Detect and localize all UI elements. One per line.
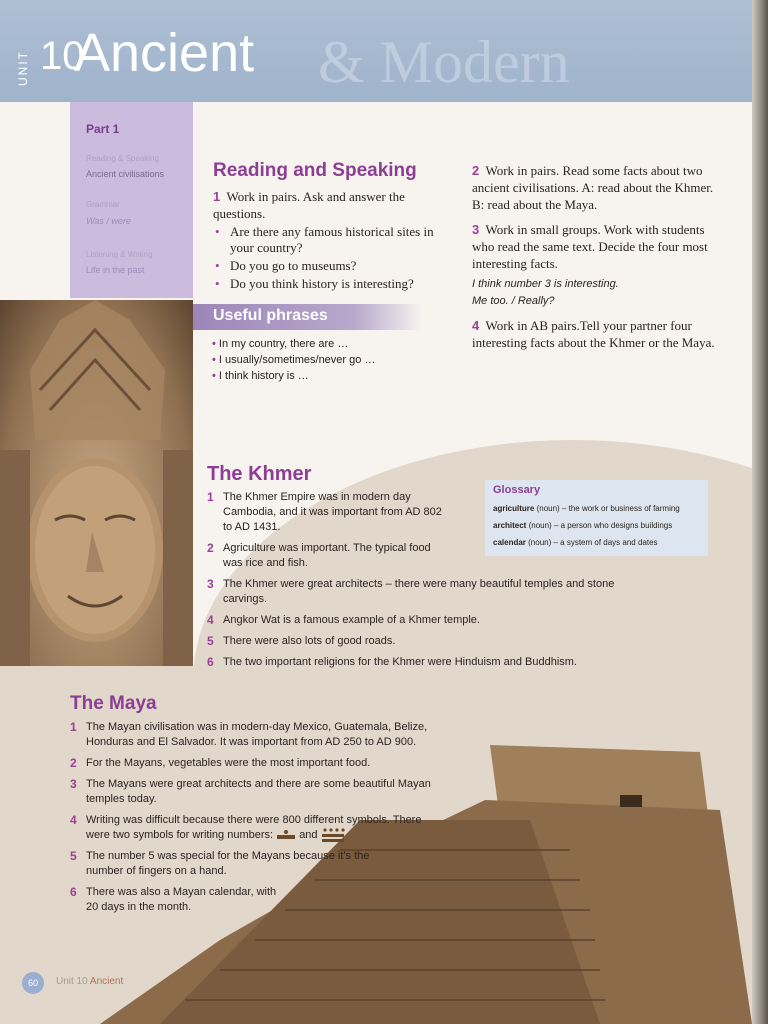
question-1-bullets (213, 224, 453, 294)
maya-facts (70, 720, 470, 921)
unit-header (0, 0, 752, 102)
question-2: 2 Work in pairs. Read some facts about two ancient civilisations. A: read about the Khmer. B: read about the Maya. (472, 163, 714, 212)
list-item: • Are there any famous historical sites in your country? (213, 224, 453, 256)
useful-phrases-list (212, 336, 375, 384)
footer-unit-label: Unit 10 Ancient (56, 976, 124, 987)
page-number: 60 (22, 972, 44, 994)
khmer-statue-image (0, 300, 193, 666)
list-item: 5 There were also lots of good roads. (207, 634, 396, 648)
question-1: 1 Work in pairs. Ask and answer the questions. (213, 189, 405, 221)
list-item: 6 The two important religions for the Khmer were Hinduism and Buddhism. (207, 655, 577, 669)
list-item: • In my country, there are … (212, 338, 349, 350)
example-sentence-2: Me too. / Really? (472, 295, 555, 307)
sidebar-item-was-were: Was / were (86, 216, 131, 226)
khmer-facts-1-2 (207, 490, 452, 577)
unit-number: 10 (40, 34, 85, 78)
khmer-heading: The Khmer (207, 463, 312, 485)
sidebar-item-life-in-the-past: Life in the past (86, 265, 145, 275)
list-item: 1 The Mayan civilisation was in modern-day Mexico, Guatemala, Belize, Honduras and El Salvador. It was important from AD 250 to AD 900. (70, 720, 428, 748)
useful-phrases-bar (193, 304, 423, 330)
maya-heading: The Maya (70, 693, 157, 714)
list-item: • I think history is … (212, 370, 309, 382)
glossary-title: Glossary (493, 484, 541, 496)
khmer-facts-3-6 (207, 577, 627, 676)
question-3: 3 Work in small groups. Work with students who read the same text. Decide the four most interesting facts. (472, 222, 708, 271)
list-item: • I usually/sometimes/never go … (212, 354, 376, 366)
book-spine (752, 0, 768, 1024)
example-sentence-1: I think number 3 is interesting. (472, 278, 619, 290)
sidebar-skill-3: Listening & Writing (86, 250, 153, 259)
list-item: • Do you go to museums? (213, 258, 453, 274)
useful-phrases-title: Useful phrases (213, 307, 328, 324)
glossary-box (485, 480, 708, 556)
lesson-sidebar (70, 102, 193, 298)
glossary-entry: agriculture (noun) – the work or business of farming (493, 504, 680, 513)
unit-title: Ancient (74, 23, 255, 83)
sidebar-skill-2: Grammar (86, 200, 120, 209)
part-label: Part 1 (86, 122, 120, 136)
list-item: 5 The number 5 was special for the Mayans because it's the number of fingers on a hand. (70, 849, 370, 877)
list-item: 4 Writing was difficult because there were 800 different symbols. There were two symbols for writing numbers: and (70, 813, 422, 841)
unit-title-ghost: & Modern (318, 29, 570, 95)
unit-label: UNIT (16, 50, 30, 86)
list-item: • Do you think history is interesting? (213, 276, 453, 292)
mayan-number-symbol-icon (321, 828, 345, 842)
list-item: 6 There was also a Mayan calendar, with 20 days in the month. (70, 885, 277, 913)
list-item: 3 The Khmer were great architects – there were many beautiful temples and stone carvings. (207, 577, 615, 605)
list-item: 2 Agriculture was important. The typical food was rice and fish. (207, 541, 431, 569)
sidebar-item-ancient-civilisations: Ancient civilisations (86, 169, 165, 179)
reading-heading: Reading and Speaking (213, 160, 417, 181)
glossary-entry: architect (noun) – a person who designs buildings (493, 521, 673, 530)
glossary-entry: calendar (noun) – a system of days and dates (493, 538, 658, 547)
list-item: 1 The Khmer Empire was in modern day Cambodia, and it was important from AD 802 to AD 1431. (207, 490, 442, 533)
list-item: 2 For the Mayans, vegetables were the most important food. (70, 756, 371, 770)
mayan-number-symbol-icon (276, 830, 296, 840)
statue-illustration (0, 300, 193, 666)
list-item: 3 The Mayans were great architects and there are some beautiful Mayan temples today. (70, 777, 431, 805)
question-4: 4 Work in AB pairs.Tell your partner four interesting facts about the Khmer or the Maya. (472, 318, 715, 350)
list-item: 4 Angkor Wat is a famous example of a Khmer temple. (207, 613, 480, 627)
sidebar-skill-1: Reading & Speaking (86, 154, 159, 163)
